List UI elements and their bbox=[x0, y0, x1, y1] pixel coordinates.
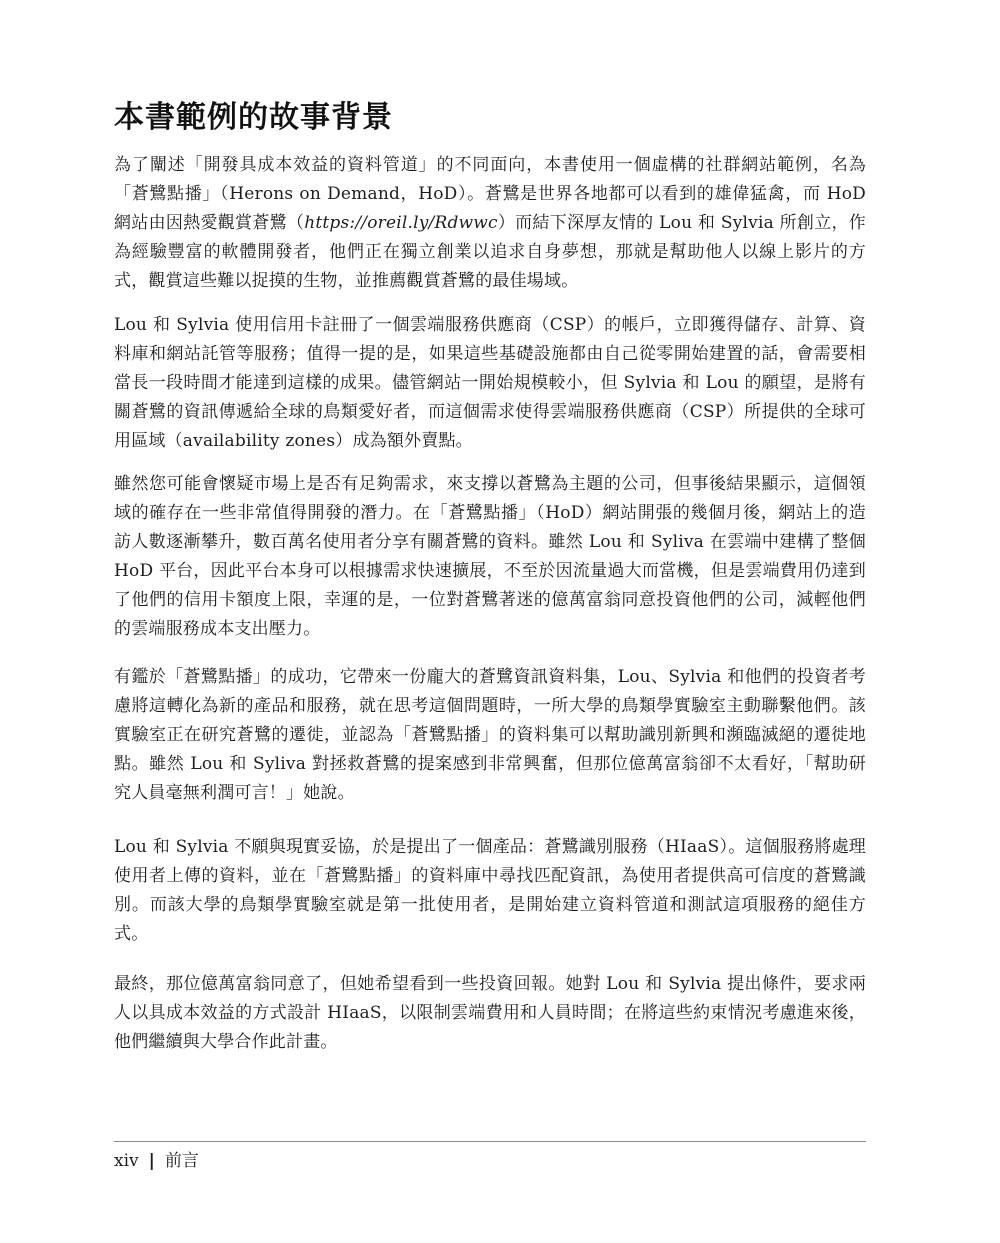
paragraph-conclusion: 最終，那位億萬富翁同意了，但她希望看到一些投資回報。她對 Lou 和 Sylvia 提出條件，要求兩人以具成本效益的方式設計 HIaaS，以限制雲端費用和人員時間；在將這些約束情況考慮進來後，他們繼續與大學合作此計畫。 bbox=[114, 974, 866, 1052]
paragraph-research-lab: 有鑑於「蒼鷺點播」的成功，它帶來一份龐大的蒼鷺資訊資料集，Lou、Sylvia 和他們的投資者考慮將這轉化為新的產品和服務，就在思考這個問題時，一所大學的鳥類學實驗室主動聯繫他們。該實驗室正在研究蒼鷺的遷徙，並認為「蒼鷺點播」的資料集可以幫助識別新興和瀕臨滅絕的遷徙地點。雖然 Lou 和 Syliva 對拯救蒼鷺的提案感到非常興奮，但那位億萬富翁卻不太看好，「幫助研究人員毫無利潤可言！」她說。 bbox=[114, 667, 866, 803]
paragraph-text: 為了闡述「開發具成本效益的資料管道」的不同面向，本書使用一個虛構的社群網站範例，名為「蒼鷺點播」（Herons on Demand，HoD）。蒼鷺是世界各地都可以看到的雄偉猛禽，而 HoD 網站由因熱愛觀賞蒼鷺（ bbox=[114, 155, 866, 233]
page bbox=[114, 0, 866, 1243]
paragraph-growth: 雖然您可能會懷疑市場上是否有足夠需求，來支撐以蒼鷺為主題的公司，但事後結果顯示，這個領域的確存在一些非常值得開發的潛力。在「蒼鷺點播」（HoD）網站開張的幾個月後，網站上的造訪人數逐漸攀升，數百萬名使用者分享有關蒼鷺的資料。雖然 Lou 和 Syliva 在雲端中建構了整個 HoD 平台，因此平台本身可以根據需求快速擴展，不至於因流量過大而當機，但是雲端費用仍達到了他們的信用卡額度上限，幸運的是，一位對蒼鷺著迷的億萬富翁同意投資他們的公司，減輕他們的雲端服務成本支出壓力。 bbox=[114, 474, 866, 639]
page-footer bbox=[114, 1149, 199, 1173]
paragraph-csp: Lou 和 Sylvia 使用信用卡註冊了一個雲端服務供應商（CSP）的帳戶，立即獲得儲存、計算、資料庫和網站託管等服務；值得一提的是，如果這些基礎設施都由自己從零開始建置的話，會需要相當長一段時間才能達到這樣的成果。儘管網站一開始規模較小，但 Sylvia 和 Lou 的願望，是將有關蒼鷺的資訊傳遞給全球的鳥類愛好者，而這個需求使得雲端服務供應商（CSP）所提供的全球可用區域（availability zones）成為額外賣點。 bbox=[114, 315, 866, 451]
page-number: xiv bbox=[114, 1151, 139, 1171]
chapter-name: 前言 bbox=[164, 1151, 199, 1171]
paragraph-hiaas: Lou 和 Sylvia 不願與現實妥協，於是提出了一個產品：蒼鷺識別服務（HIaaS）。這個服務將處理使用者上傳的資料，並在「蒼鷺點播」的資料庫中尋找匹配資訊，為使用者提供高可信度的蒼鷺識別。而該大學的鳥類學實驗室就是第一批使用者，是開始建立資料管道和測試這項服務的絕佳方式。 bbox=[114, 837, 866, 944]
footer-separator: | bbox=[148, 1151, 155, 1171]
reference-link[interactable]: https://oreil.ly/Rdwwc bbox=[304, 213, 498, 233]
paragraph-text: ）而結下深厚友情的 Lou 和 Sylvia 所創立，作為經驗豐富的軟體開發者，他們正在獨立創業以追求自身夢想，那就是幫助他人以線上影片的方式，觀賞這些難以捉摸的生物，並推薦觀賞蒼鷺的最佳場域。 bbox=[114, 213, 866, 291]
footer-divider bbox=[114, 1141, 866, 1142]
paragraph-intro bbox=[114, 151, 866, 296]
section-heading: 本書範例的故事背景 bbox=[114, 100, 393, 135]
